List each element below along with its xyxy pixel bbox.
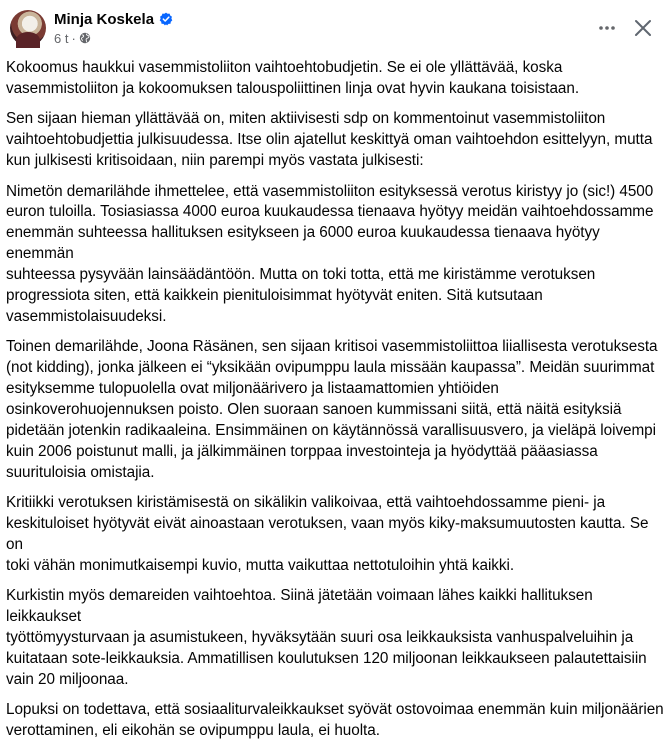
post-meta — [54, 30, 91, 46]
close-icon — [634, 19, 652, 37]
post-body — [6, 58, 668, 752]
globe-icon[interactable] — [79, 32, 91, 44]
meta-separator: · — [71, 30, 76, 46]
more-options-icon — [597, 18, 617, 38]
close-button[interactable] — [628, 13, 658, 43]
author-name[interactable]: Minja Koskela — [54, 10, 155, 28]
author-avatar[interactable] — [10, 10, 46, 46]
verified-badge-icon — [159, 12, 173, 26]
post-time[interactable]: 6 t — [54, 30, 69, 46]
more-options-button[interactable] — [592, 13, 622, 43]
post-paragraph: Kokoomus haukkui vasemmistoliiton vaihtoehtobudjetin. Se ei ole yllättävää, koska vasemmistoliiton ja kokoomuksen talouspoliittinen linja ovat hyvin kaukana toisistaan. — [6, 59, 580, 97]
post-paragraph: Toinen demarilähde, Joona Räsänen, sen sijaan kritisoi vasemmistoliittoa liiallisesta verotuksesta (not kidding), jonka jälkeen ei “yksikään ovipumppu laula missään kaupassa”. Meidän suurimmat esityksemme tulopuolella ovat miljonäärivero ja listaamattomien yhtiöiden osinkoverohuojennuksen poisto. Olen suoraan sanoen kummissani siitä, että näitä esityksiä pidetään jotenkin radikaaleina. Ensimmäinen on käytännössä varallisuusvero, ja vieläpä loivempi kuin 2006 poistunut malli, ja jälkimmäinen torppaa investointeja ja hyödyttää pääasiassa suurituloisia omistajia. — [6, 338, 658, 481]
post-paragraph: Nimetön demarilähde ihmettelee, että vasemmistoliiton esityksessä verotus kiristyy jo (sic!) 4500 euron tuloilla. Tosiasiassa 4000 euroa kuukaudessa tienaava hyötyy meidän vaihtoehdossamme enemmän suhteessa hallituksen esitykseen ja 6000 euroa kuukaudessa tienaava hyötyy enemmän suhteessa pysyvään lainsäädäntöön. Mutta on toki totta, että me kiristämme verotuksen progressiota siten, että kaikkein pienituloisimmat hyötyvät eniten. Sitä kutsutaan vasemmistolaisuudeksi. — [6, 182, 654, 325]
post-paragraph: Kurkistin myös demareiden vaihtoehtoa. Siinä jätetään voimaan lähes kaikki hallituksen leikkaukset työttömyysturvaan ja asumistukeen, hyväksytään suuri osa leikkauksista vanhuspalveluihin ja kuitataan sote-leikkauksia. Ammatillisen koulutuksen 120 miljoonan leikkaukseen palautettaisiin vain 20 miljoonaa. — [6, 587, 647, 688]
author-name-row — [54, 9, 173, 29]
post-paragraph: Sen sijaan hieman yllättävää on, miten aktiivisesti sdp on kommentoinut vasemmistoliiton vaihtoehtobudjettia julkisuudessa. Itse olin ajatellut keskittyä oman vaihtoehdon esittelyyn, mutta kun julkisesti kritisoidaan, niin parempi myös vastata julkisesti: — [6, 110, 653, 170]
post-header — [0, 0, 672, 56]
post-paragraph: Kritiikki verotuksen kiristämisestä on sikälikin valikoivaa, että vaihtoehdossamme pieni- ja keskituloiset hyötyvät eivät ainoastaan verotuksen, vaan myös kiky-maksumuutosten kautta. Se on toki vähän monimutkaisempi kuvio, mutta vaikuttaa nettotuloihin yhtä kaikki. — [6, 494, 649, 574]
post-paragraph: Lopuksi on todettava, että sosiaaliturvaleikkaukset syövät ostovoimaa enemmän kuin miljonäärien verottaminen, eli eikohän se ovipumppu laula, ei huolta. — [6, 701, 664, 740]
